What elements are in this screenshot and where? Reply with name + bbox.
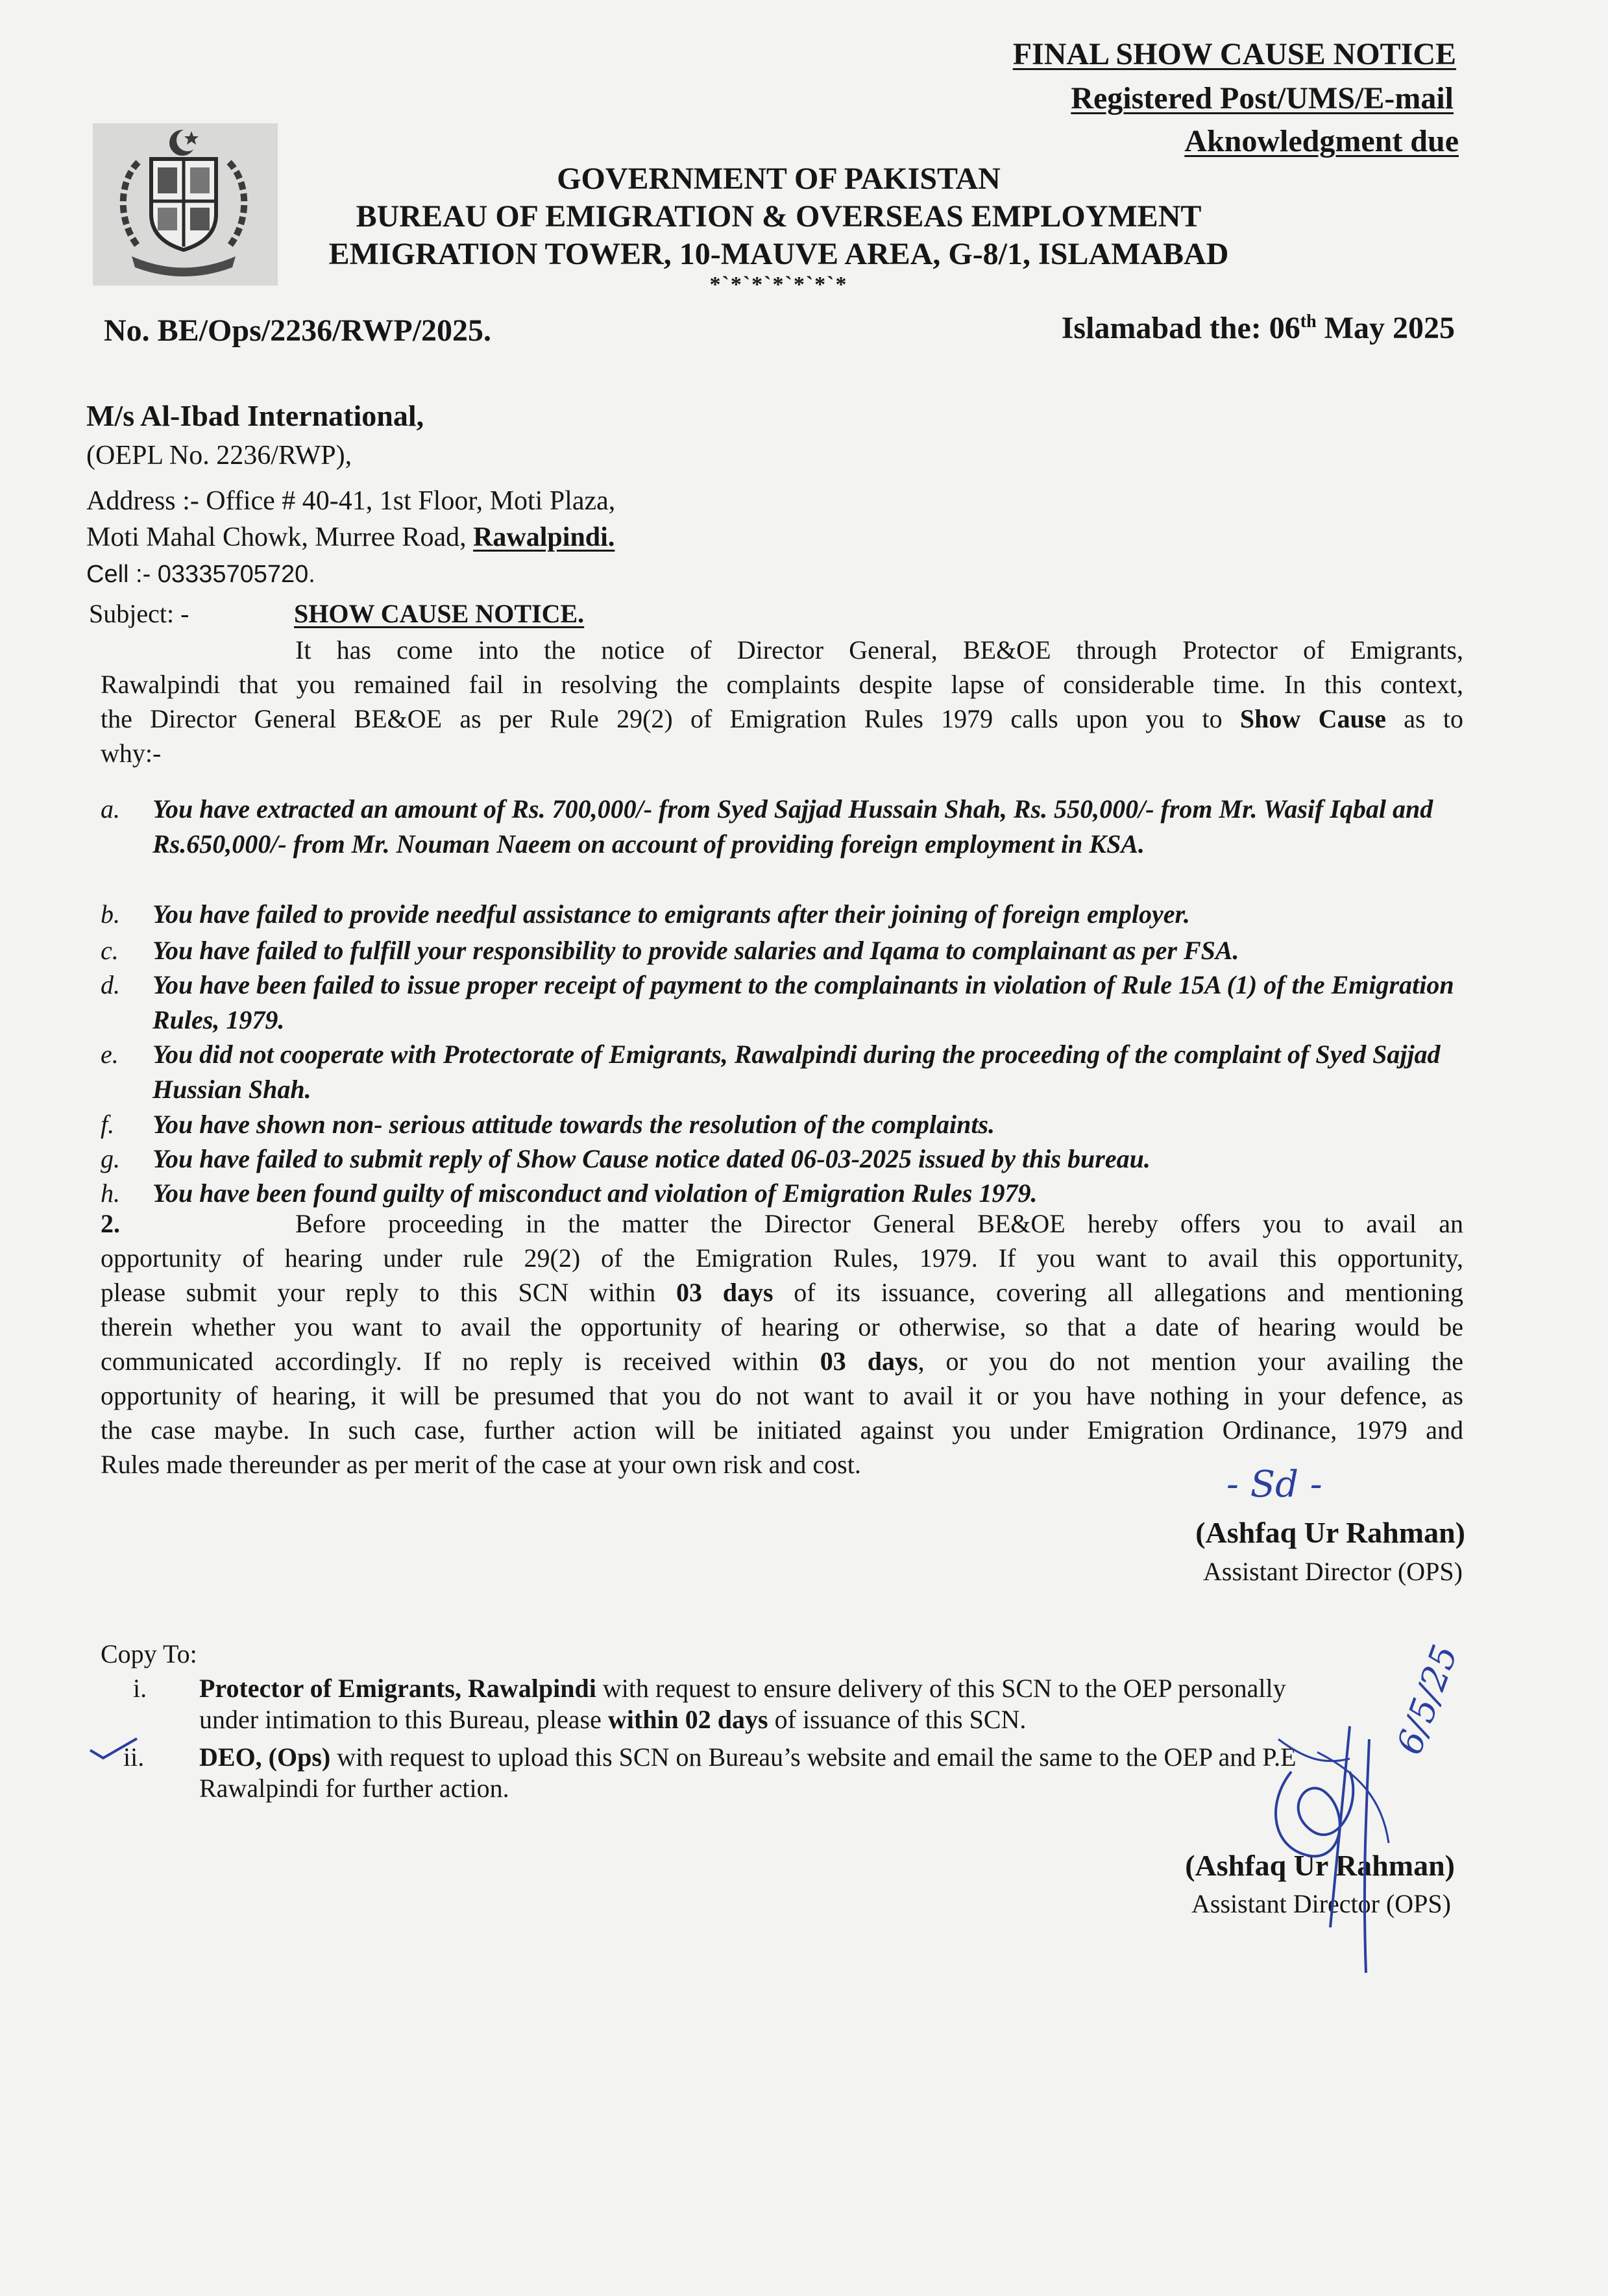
para2-line-2: opportunity of hearing under rule 29(2) of the Emigration Rules, 1979. If you want to avail this opportunity, xyxy=(101,1243,1463,1273)
handwritten-signature-icon xyxy=(1252,1713,1467,1986)
allegation-g: g. You have failed to submit reply of Show Cause notice dated 06-03-2025 issued by this bureau. xyxy=(101,1144,1151,1173)
copy-to-item-ii-line2: Rawalpindi for further action. xyxy=(199,1774,509,1803)
letter-date: Islamabad the: 06th May 2025 xyxy=(1061,311,1455,345)
delivery-mode: Registered Post/UMS/E-mail xyxy=(1071,81,1454,116)
allegation-c: c. You have failed to fulfill your responsibility to provide salaries and Iqama to complainant as per FSA. xyxy=(101,936,1239,965)
letterhead-separator: *`*`*`*`*`*`* xyxy=(709,273,848,297)
addressee-address-line1: Address :- Office # 40-41, 1st Floor, Moti Plaza, xyxy=(86,486,616,516)
letterhead-address: EMIGRATION TOWER, 10-MAUVE AREA, G-8/1, ISLAMABAD xyxy=(328,237,1229,271)
addressee-address-line2: Moti Mahal Chowk, Murree Road, Rawalpindi. xyxy=(86,522,615,552)
copy-to-num-i: i. xyxy=(133,1674,147,1703)
para2-number: 2. xyxy=(101,1209,120,1238)
addressee-cell: Cell :- 03335705720. xyxy=(86,561,315,588)
acknowledgment-line: Aknowledgment due xyxy=(1184,124,1459,158)
copy-to-item-i-line1: Protector of Emigrants, Rawalpindi with request to ensure delivery of this SCN to the OEP personally xyxy=(199,1674,1286,1703)
para2-line-6: opportunity of hearing, it will be presumed that you do not want to avail it or you have nothing in your defence, as xyxy=(101,1381,1463,1410)
letterhead-bureau: BUREAU OF EMIGRATION & OVERSEAS EMPLOYMENT xyxy=(356,199,1202,234)
reference-number: No. BE/Ops/2236/RWP/2025. xyxy=(104,313,492,348)
intro-line-1: It has come into the notice of Director General, BE&OE through Protector of Emigrants, xyxy=(295,635,1463,665)
intro-line-3: the Director General BE&OE as per Rule 29(2) of Emigration Rules 1979 calls upon you to Show Cause as to xyxy=(101,704,1463,733)
allegation-f: f. You have shown non- serious attitude towards the resolution of the complaints. xyxy=(101,1110,995,1139)
para2-line-5: communicated accordingly. If no reply is received within 03 days, or you do not mention your availing the xyxy=(101,1347,1464,1376)
allegation-a: a. You have extracted an amount of Rs. 700,000/- from Syed Sajjad Hussain Shah, Rs. 550,000/- from Mr. Wasif Iqbal and Rs.650,000/- from Mr. Nouman Naeem on account of providing foreign employment in KSA. xyxy=(101,794,1433,859)
copy-to-num-ii: ii. xyxy=(123,1742,145,1772)
allegation-d: d. You have been failed to issue proper receipt of payment to the complainants in violation of Rule 15A (1) of the Emigration Rules, 1979. xyxy=(101,970,1454,1034)
para2-line-4: therein whether you want to avail the opportunity of hearing or otherwise, so that a date of hearing would be xyxy=(101,1312,1463,1341)
para2-line-7: the case maybe. In such case, further action will be initiated against you under Emigration Ordinance, 1979 and xyxy=(101,1415,1463,1445)
para2-line-8: Rules made thereunder as per merit of the case at your own risk and cost. xyxy=(101,1450,861,1479)
allegation-h: h. You have been found guilty of misconduct and violation of Emigration Rules 1979. xyxy=(101,1179,1038,1208)
copy-to-heading: Copy To: xyxy=(101,1639,197,1668)
addressee-name: M/s Al-Ibad International, xyxy=(86,399,424,432)
para2-line-1: Before proceeding in the matter the Director General BE&OE hereby offers you to avail an xyxy=(295,1209,1463,1238)
addressee-oepl: (OEPL No. 2236/RWP), xyxy=(86,441,352,470)
final-notice-title: FINAL SHOW CAUSE NOTICE xyxy=(1012,37,1456,71)
signature-mark: - Sd - xyxy=(1226,1463,1322,1506)
signatory-title-2: Assistant Director (OPS) xyxy=(1191,1889,1451,1918)
handwritten-date: 6/5/25 xyxy=(1389,1639,1466,1760)
allegation-e: e. You did not cooperate with Protectorate of Emigrants, Rawalpindi during the proceeding of the complaint of Syed Sajjad Hussian Shah. xyxy=(101,1040,1441,1104)
subject-label: Subject: - xyxy=(89,599,189,628)
allegation-b: b. You have failed to provide needful assistance to emigrants after their joining of foreign employer. xyxy=(101,899,1190,929)
para2-line-3: please submit your reply to this SCN within 03 days of its issuance, covering all allegations and mentioning xyxy=(101,1278,1464,1307)
signatory-title: Assistant Director (OPS) xyxy=(1203,1557,1463,1586)
copy-to-item-i-line2: under intimation to this Bureau, please within 02 days of issuance of this SCN. xyxy=(199,1705,1027,1734)
tick-mark-icon xyxy=(88,1736,140,1762)
intro-line-4: why:- xyxy=(101,739,162,768)
signatory-name: (Ashfaq Ur Rahman) xyxy=(1195,1516,1465,1549)
signatory-name-2: (Ashfaq Ur Rahman) xyxy=(1185,1849,1455,1882)
subject-text: SHOW CAUSE NOTICE. xyxy=(294,599,585,628)
letterhead-government: GOVERNMENT OF PAKISTAN xyxy=(557,162,1001,196)
intro-line-2: Rawalpindi that you remained fail in resolving the complaints despite lapse of considerable time. In this context, xyxy=(101,670,1463,699)
copy-to-item-ii-line1: DEO, (Ops) with request to upload this SCN on Bureau’s website and email the same to the OEP and P.E xyxy=(199,1742,1297,1772)
